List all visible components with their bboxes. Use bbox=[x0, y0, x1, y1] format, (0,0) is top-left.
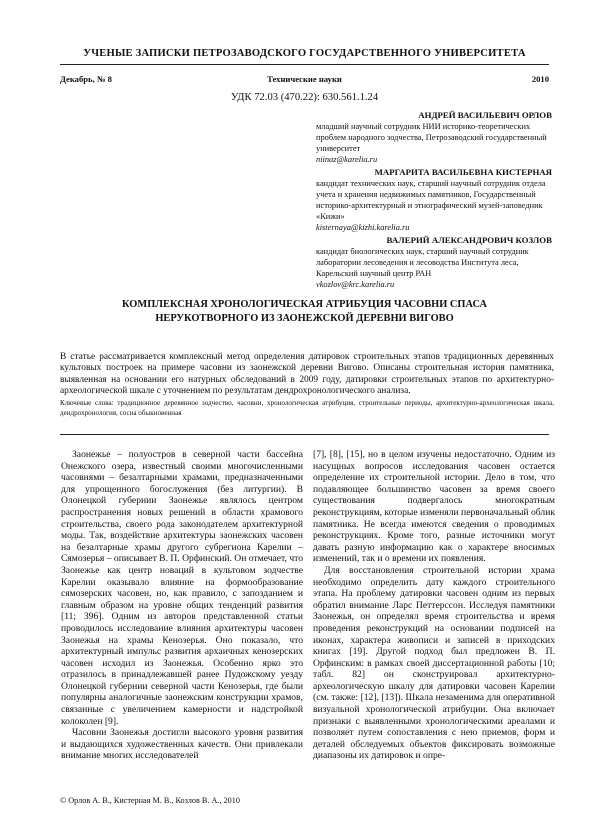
author-name: АНДРЕЙ ВАСИЛЬЕВИЧ ОРЛОВ bbox=[418, 110, 552, 120]
journal-title: УЧЕНЫЕ ЗАПИСКИ ПЕТРОЗАВОДСКОГО ГОСУДАРСТВЕННОГО УНИВЕРСИТЕТА bbox=[83, 48, 526, 59]
year-label: 2010 bbox=[531, 74, 549, 84]
abstract: В статье рассматривается комплексный метод определения датировок строительных этапов традиционных деревянных культовых построек на примере часовни из заонежской деревни Вигово. Описаны строительная история памятника, выявленная на основании его натурных обследований в 2009 году, датировки строительных этапов по архитектурно-археологической шкале с уточнением по результатам дендрохронологического анализа. bbox=[60, 352, 554, 397]
article-title: КОМПЛЕКСНАЯ ХРОНОЛОГИЧЕСКАЯ АТРИБУЦИЯ ЧАСОВНИ СПАСА НЕРУКОТВОРНОГО ИЗ ЗАОНЕЖСКОЙ ДЕРЕВНИ ВИГОВО bbox=[122, 299, 487, 324]
author-block bbox=[316, 167, 552, 234]
keywords: Ключевые слова: традиционное деревянное зодчество, часовни, хронологическая атрибуция, строительные периоды, архитектурно-археологическая шкала, дендрохронология, сосна обыкновенная bbox=[60, 399, 554, 418]
author-name: ВАЛЕРИЙ АЛЕКСАНДРОВИЧ КОЗЛОВ bbox=[386, 235, 552, 245]
udk-code: УДК 72.03 (470.22): 630.561.1.24 bbox=[230, 92, 379, 103]
body-paragraph: [7], [8], [15], но в целом изучены недостаточно. Одним из насущных вопросов исследования часовен остается определение их строительной истории. Дело в том, что подавляющее большинство часовен за время своего существования подвергалось многократным реконструкциям, которые изменяли первоначальный облик памятника. Не всегда имеются сведения о проводимых реконструкциях. Кроме того, разные источники могут давать разную информацию как о характере вносимых изменений, так и о времени их появления. bbox=[313, 449, 555, 565]
header-rule bbox=[60, 64, 549, 65]
body-paragraph: Для восстановления строительной истории храма необходимо определить дату каждого строительного этапа. На проблему датировки часовен одним из первых обратил внимание Ларс Петтерссон. Исследуя памятники Заонежья, он определял время строительства и время проведения реконструкций на основании подписей на иконах, характера живописи и записей в приходских книгах [19]. Другой подход был предложен В. П. Орфинским: в рамках своей диссертационной работы [10; табл. 82] он сконструировал архитектурно-археологическую шкалу для датировки часовен Карелии (см. также: [12], [13]). Шкала незаменима для оперативной визуальной хронологической атрибуции. Она включает признаки с выявленными хронологическими ареалами и позволяет путем сопоставления с нею приемов, форм и деталей обследуемых объектов фиксировать возможные диапазоны их датировок и опре- bbox=[313, 564, 555, 762]
section-label: Технические науки bbox=[267, 74, 342, 84]
author-affiliation: кандидат технических наук, старший научный сотрудник отдела учета и хранения недвижимых памятников, Государственный историко-архитектурный и этнографический музей-заповедник «Кижи» bbox=[316, 179, 546, 222]
author-affiliation: младший научный сотрудник НИИ историко-теоретических проблем народного зодчества, Петрозаводский государственный университет bbox=[316, 122, 547, 154]
copyright-note: © Орлов А. В., Кистерная М. В., Козлов В. А., 2010 bbox=[60, 796, 240, 805]
section-rule bbox=[60, 434, 549, 435]
author-email[interactable]: vkozlov@krc.karelia.ru bbox=[316, 280, 395, 290]
issue-label: Декабрь, № 8 bbox=[60, 74, 112, 84]
author-name: МАРГАРИТА ВАСИЛЬЕВНА КИСТЕРНАЯ bbox=[374, 167, 552, 177]
author-affiliation: кандидат биологических наук, старший научный сотрудник лаборатории лесоведения и лесоводства Института леса, Карельский научный центр РАН bbox=[316, 247, 529, 279]
body-column-left bbox=[61, 449, 303, 762]
body-paragraph: Часовни Заонежья достигли высокого уровня развития и выдающихся художественных качеств. Они привлекали внимание многих исследователей bbox=[61, 727, 303, 762]
body-column-right bbox=[313, 449, 555, 762]
author-block bbox=[316, 110, 552, 165]
body-paragraph: Заонежье – полуостров в северной части бассейна Онежского озера, известный своими многочисленными часовнями – безалтарными храмами, предназначенными для упрощенного богослужения (без литургии). В Олонецкой губернии Заонежье являлось центром распространения новых решений в области храмового строительства, своего рода законодателем архитектурной моды. Так, воздействие архитектуры заонежских часовен на безалтарные храмы другого субрегиона Карелии – Сямозерья – описывает В. П. Орфинский. Он отмечает, что Заонежье как центр новаций в культовом зодчестве Карелии оказывало влияние на формообразование сямозерских часовен, но, как правило, с запозданием и главным образом на уровне общих тенденций развития [11; 396]. Одним из авторов представленной статьи проводилось исследование влияния архитектуры часовен Заонежья на храмы Кенозерья. Оно показало, что архитектурный импульс развития архаичных кенозерских часовен исходил из Заонежья. Особенно ярко это отразилось в принадлежавшей ранее Пудожскому уезду Олонецкой губернии северной части Кенозерья, где были популярны аналогичные заонежским конструкции храмов, связанные с увеличением камерности и надстройкой колоколен [9]. bbox=[61, 449, 304, 727]
author-block bbox=[316, 235, 552, 290]
author-email[interactable]: niinaz@karelia.ru bbox=[316, 155, 378, 165]
author-email[interactable]: kisternaya@kizhi.karelia.ru bbox=[316, 223, 410, 233]
